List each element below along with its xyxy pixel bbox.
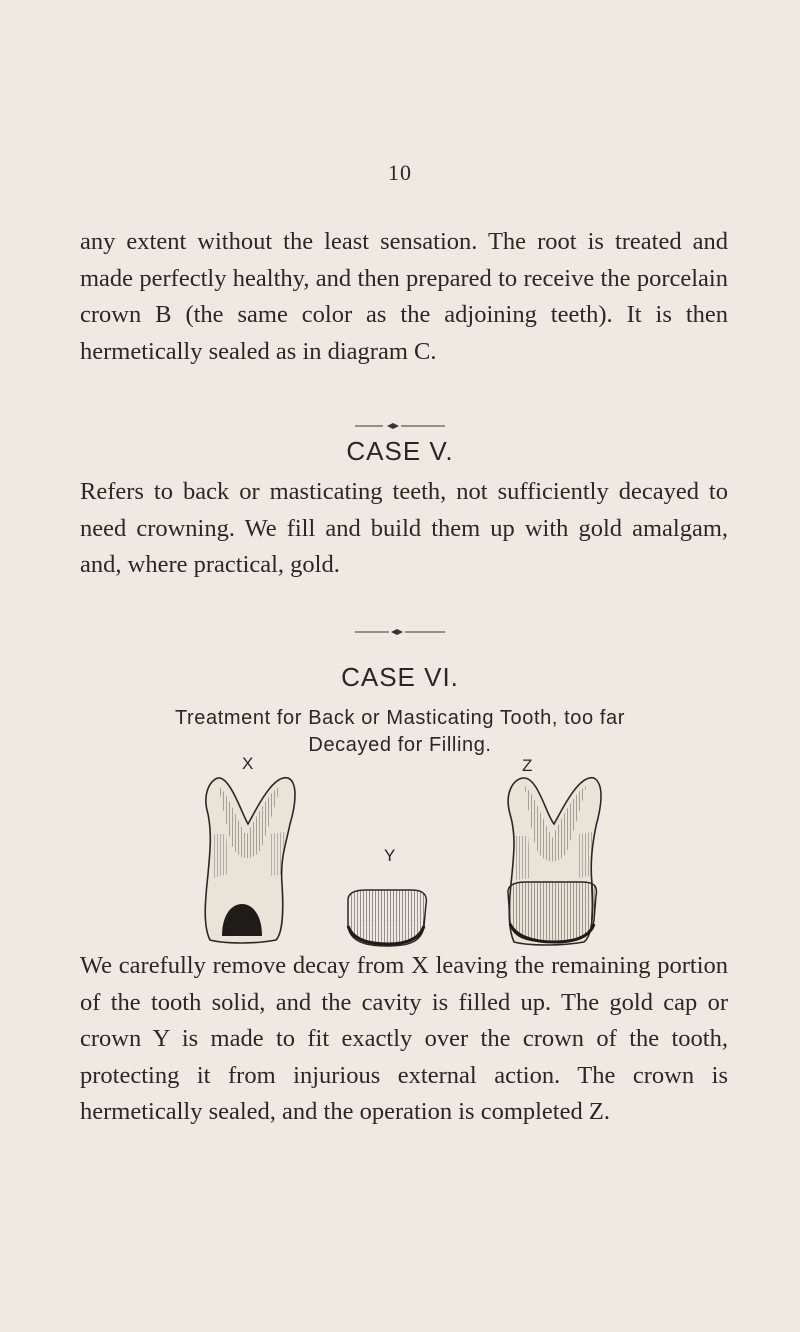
paragraph-intro: any extent without the least sensation. The root is treated and made perfectly healthy, and then prepared to receive the porcelain crown B (the same color as the adjoining teeth). It is then hermetically sealed as in diagram C.: [80, 228, 728, 365]
case-v-text: Refers to back or masticating teeth, not sufficiently decayed to need crowning. We fill and build them up with gold amalgam, and, where practical, gold.: [80, 478, 728, 578]
section-ornament: [0, 626, 800, 640]
case-vi-text: We carefully remove decay from X leaving the remaining portion of the tooth solid, and the cavity is filled up. The gold cap or crown Y is made to fit exactly over the crown of the tooth, protecting it from injurious external action. The crown is hermetically sealed, and the operation is completed Z.: [80, 952, 728, 1125]
case-vi-heading: CASE VI.: [341, 662, 459, 692]
ornament-rule: [355, 421, 445, 431]
figure-label-z: Z: [522, 756, 533, 775]
gold-cap-figure-y: [342, 886, 432, 955]
ornament-rule: [355, 627, 445, 637]
case-vi-subheading-line-1: Treatment for Back or Masticating Tooth, too far: [174, 707, 626, 729]
figure-label-x: X: [242, 754, 254, 773]
tooth-figure-x: [196, 774, 300, 951]
figure-label-y: Y: [384, 846, 396, 865]
page-number: 10: [388, 160, 412, 185]
section-ornament: [0, 420, 800, 434]
case-vi-subheading-line-2: Decayed for Filling.: [308, 734, 492, 756]
case-v-heading: CASE V.: [346, 436, 454, 466]
sealed-tooth-figure-z: [498, 774, 610, 953]
